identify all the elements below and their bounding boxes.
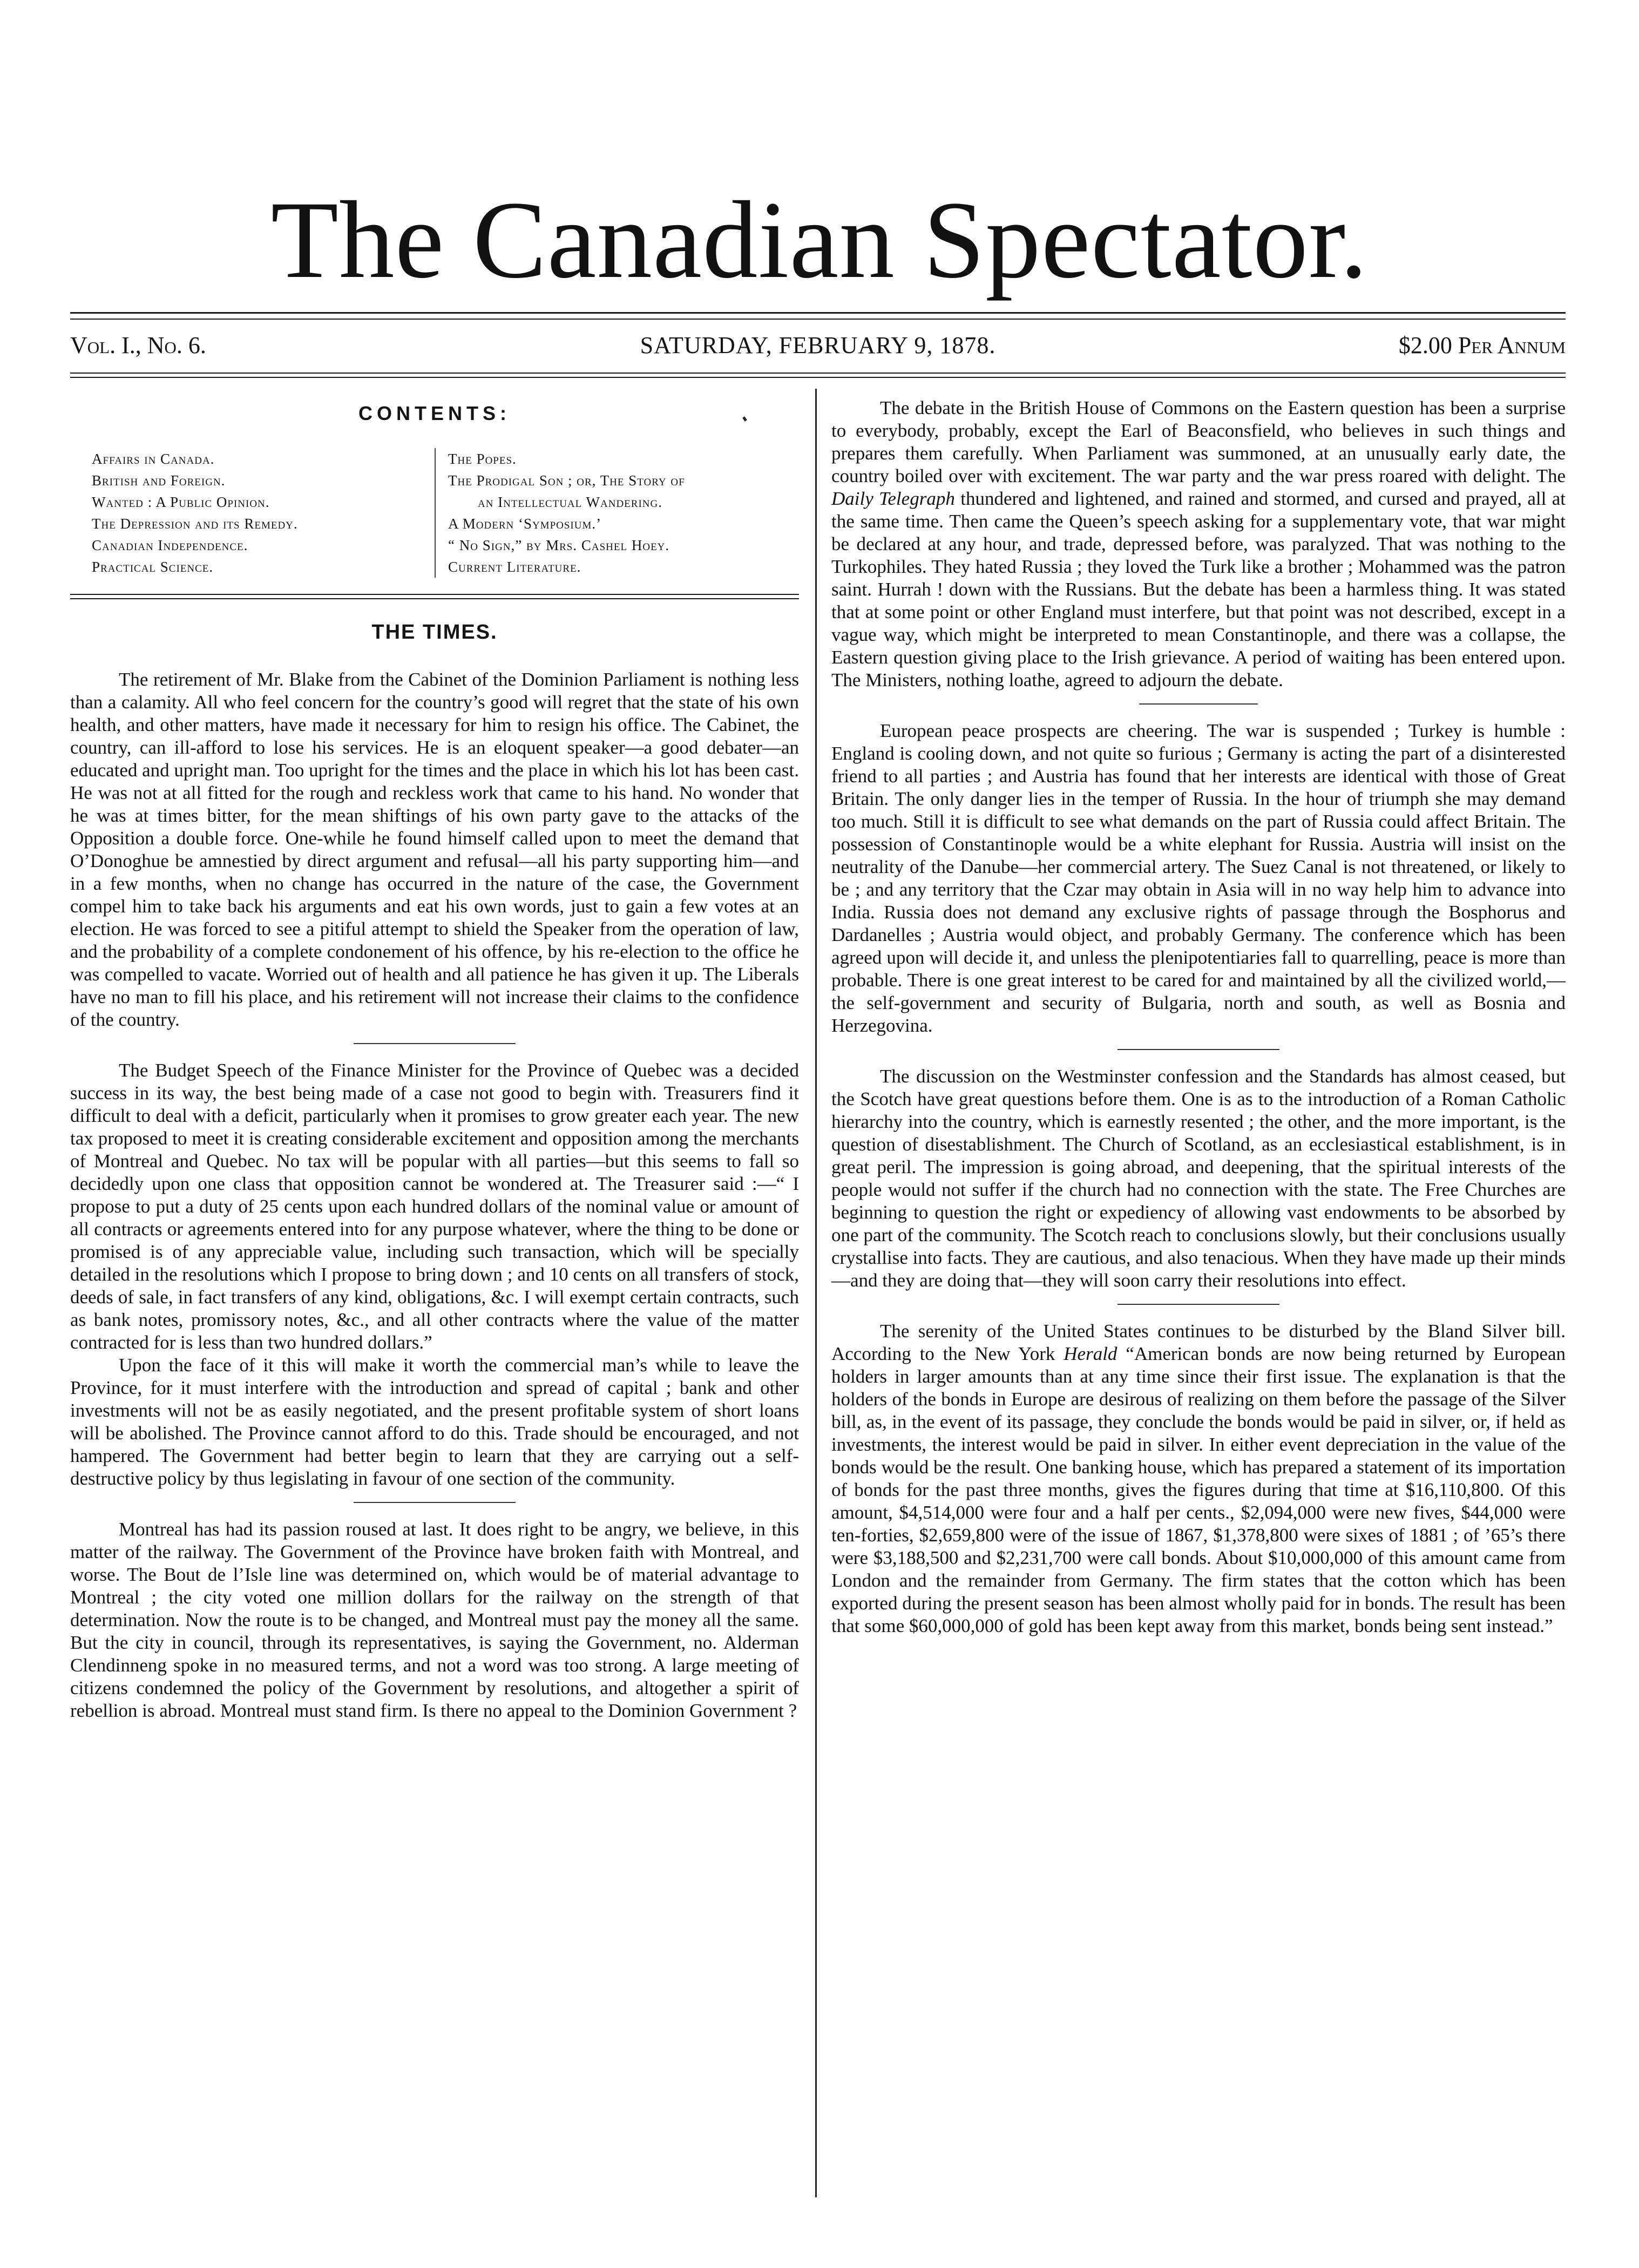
contents-item: Wanted : A Public Opinion.: [92, 494, 270, 510]
contents-item: The Depression and its Remedy.: [92, 516, 298, 532]
article-paragraph: The retirement of Mr. Blake from the Cabinet of the Dominion Parliament is nothing less than a calamity. All who feel concern for the country’s good will regret that the state of his own health, and other matters, have made it necessary for him to resign his office. The Cabinet, the country, can ill-afford to lose his services. He is an eloquent speaker—a good debater—an educated and upright man. Too upright for the times and the place in which his lot has been cast. He was not at all fitted for the rough and reckless work that came to his hand. No wonder that he was at times bitter, for the mean shiftings of his own party gave to the attacks of the Opposition a double force. One-while he found himself called upon to meet the demand that O’Donoghue be amnestied by direct argument and refusal—all his party supporting him—and in a few months, when no change has occurred in the nature of the case, the Government compel him to take back his arguments and eat his own words, just to gain a few votes at an election. He was forced to see a pitiful attempt to shield the Speaker from the operation of law, and the probability of a complete condonement of his offence, by his re-election to the office he was compelled to vacate. Worried out of health and all patience he has given it up. The Liberals have no man to fill his place, and his retirement will not increase their claims to the confidence of the country.: [70, 669, 799, 1030]
contents-item: an Intellectual Wandering.: [478, 494, 662, 510]
text-run: The serenity of the United States continues to be disturbed by the Bland Silver bill. According to the New York: [831, 1321, 1566, 1364]
contents-list-right: [448, 448, 685, 578]
issue-date: SATURDAY, FEBRUARY 9, 1878.: [640, 332, 996, 358]
article-paragraph: Montreal has had its passion roused at last. It does right to be angry, we believe, in this matter of the railway. The Government of the Province have broken faith with Montreal, and worse. The Bout de l’Isle line was determined on, which would be of material advantage to Montreal ; the city voted one million dollars for the railway on the strength of that determination. Now the route is to be changed, and Montreal must pay the money all the same. But the city in council, through its representatives, is saying the Government, no. Alderman Clendinneng spoke in no measured terms, and not a word was too strong. A large meeting of citizens condemned the policy of the Government by resolutions, and altogether a spirit of rebellion is abroad. Montreal must stand firm. Is there no appeal to the Dominion Government ?: [70, 1519, 799, 1721]
article-divider: [354, 1043, 516, 1044]
article-divider: [1118, 1304, 1279, 1305]
article-paragraph: The Budget Speech of the Finance Minister for the Province of Quebec was a decided success in its way, the best being made of a case not good to begin with. Treasurers find it difficult to deal with a deficit, particularly when it promises to grow greater each year. The new tax proposed to meet it is creating considerable excitement and opposition among the merchants of Montreal and Quebec. No tax will be popular with all parties—but this seems to fall so decidedly upon one class that opposition cannot be wondered at. The Treasurer said :—“ I propose to put a duty of 25 cents upon each hundred dollars of the nominal value or amount of all contracts or agreements entered into for any purpose whatever, where the thing to be done or promised is of any appreciable value, including such transaction, which will be specially detailed in the resolutions which I propose to bring down ; and 10 cents on all transfers of stock, deeds of sale, in fact transfers of any kind, obligations, &c. I will exempt certain contracts, such as bank notes, promissory notes, &c., and all other contracts where the value of the matter contracted for is less than two hundred dollars.”: [70, 1060, 799, 1353]
newspaper-name: Herald: [1064, 1343, 1118, 1364]
contents-item: The Prodigal Son ; or, The Story of: [448, 472, 685, 489]
article-divider: [1139, 703, 1258, 705]
contents-item: Practical Science.: [92, 559, 214, 575]
newspaper-name: Daily Telegraph: [831, 488, 955, 509]
top-rule-thin: [70, 319, 1566, 320]
left-column: [70, 668, 799, 1722]
contents-divider: [435, 448, 436, 578]
text-run: The debate in the British House of Commons on the Eastern question has been a surprise to everybody, probably, except the Earl of Beaconsfield, who believes in such things and prepares them carefully. When Parliament was summoned, at an unusually early date, the country boiled over with excitement. The war party and the war press roared with delight. The: [831, 397, 1566, 486]
contents-heading: CONTENTS:: [358, 402, 511, 424]
contents-item: Canadian Independence.: [92, 537, 248, 553]
article-paragraph: [831, 1320, 1566, 1637]
section-heading: THE TIMES.: [371, 621, 498, 644]
top-rule: [70, 312, 1566, 314]
contents-item: The Popes.: [448, 451, 517, 467]
dateline: [70, 329, 1566, 362]
contents-item: “ No Sign,” by Mrs. Cashel Hoey.: [448, 537, 670, 553]
dateline-rule: [70, 373, 1566, 374]
column-divider: [815, 389, 817, 2197]
subscription-price: $2.00 Per Annum: [1398, 332, 1566, 358]
contents-item: Affairs in Canada.: [92, 451, 215, 467]
contents-item: A Modern ‘Symposium.’: [448, 516, 602, 532]
masthead-title: The Canadian Spectator.: [270, 179, 1369, 301]
article-paragraph: [831, 397, 1566, 692]
article-paragraph: Upon the face of it this will make it worth the commercial man’s while to leave the Province, for it must interfere with the introduction and spread of capital ; bank and other investments will not be as easily negotiated, and the present profitable system of short loans will be abolished. The Province cannot afford to do this. Trade should be encouraged, and not hampered. The Government had better begin to learn that they are carrying out a self-destructive policy by thus legislating in favour of one section of the community.: [70, 1355, 799, 1489]
text-run: thundered and lightened, and rained and stormed, and cursed and prayed, all at the same time. Then came the Queen’s speech asking for a supplementary vote, that war might be declared at any hour, and trade, depressed before, was paralyzed. That was nothing to the Turkophiles. They hated Russia ; they loved the Turk like a brother ; Mohammed was the patron saint. Hurrah ! down with the Russians. But the debate has been a harmless thing. It was stated that at some point or other England must interfere, but that point was not described, except in a vague way, which might be interpreted to mean Constantinople, and there was a collapse, the Eastern question giving place to the Irish grievance. A period of waiting has been entered upon. The Ministers, nothing loathe, agreed to adjourn the debate.: [831, 488, 1566, 690]
volume-number: Vol. I., No. 6.: [70, 332, 206, 358]
article-divider: [354, 1502, 516, 1503]
contents-item: Current Literature.: [448, 559, 581, 575]
dateline-rule-thin: [70, 377, 1566, 378]
text-run: “American bonds are now being returned by European holders in larger amounts than at any time since their first issue. The explanation is that the holders of the bonds in Europe are desirous of realizing on them before the passage of the Silver bill, as, in the event of its passage, they conclude the bonds would be paid in silver, or, if held as investments, the interest would be paid in silver. In either event depreciation in the value of the bonds would be the result. One banking house, which has prepared a statement of its importation of bonds for the past three months, gives the figures during that time at $16,110,800. Of this amount, $4,514,000 were four and a half per cents., $2,094,000 were new fives, $44,000 were ten-forties, $2,659,800 were of the issue of 1867, $1,378,800 were sixes of 1881 ; of ’65’s there were $3,188,500 and $2,231,700 were call bonds. About $10,000,000 of this amount came from London and the remainder from Germany. The firm states that the cotton which has been exported during the present season has been almost wholly paid for in bonds. The result has been that some $60,000,000 of gold has been kept away from this market, bonds being sent instead.”: [831, 1343, 1566, 1636]
article-paragraph: European peace prospects are cheering. The war is suspended ; Turkey is humble : England is cooling down, and not quite so furious ; Germany is acting the part of a disinterested friend to all parties ; and Austria has found that her interests are identical with those of Great Britain. The only danger lies in the temper of Russia. In the hour of triumph she may demand too much. Still it is difficult to see what demands on the part of Russia could affect Britain. The possession of Constantinople would be a white elephant for Russia. Austria will insist on the neutrality of the Danube—her commercial artery. The Suez Canal is not threatened, or likely to be ; and any territory that the Czar may obtain in Asia will in no way help him to advance into India. Russia does not demand any exclusive rights of passage through the Bosphorus and Dardanelles ; Austria would object, and probably Germany. The conference which has been agreed upon will decide it, and unless the plenipotentiaries fall to quarrelling, peace is more than probable. There is one great interest to be cared for and maintained by all the civilized world,—the self-government and security of Bulgaria, north and south, as well as Bosnia and Herzegovina.: [831, 720, 1566, 1036]
right-column: [831, 397, 1566, 1637]
contents-list-left: [92, 448, 298, 578]
article-divider: [1118, 1049, 1279, 1050]
contents-rule: [70, 594, 799, 595]
contents-rule-thin: [70, 598, 799, 599]
contents-item: British and Foreign.: [92, 472, 226, 489]
article-paragraph: The discussion on the Westminster confession and the Standards has almost ceased, but the Scotch have great questions before them. One is as to the introduction of a Roman Catholic hierarchy into the country, which is earnestly resented ; the other, and the more important, is the question of disestablishment. The Church of Scotland, as an ecclesiastical establishment, is in great peril. The impression is going abroad, and deepening, that the spiritual interests of the people would not suffer if the church had no connection with the state. The Free Churches are beginning to question the right or expediency of allowing vast endowments to be absorbed by one part of the community. The Scotch reach to conclusions slowly, but their conclusions usually crystallise into facts. They are cautious, and also tenacious. When they have made up their minds—and they are doing that—they will soon carry their resolutions into effect.: [831, 1066, 1566, 1291]
